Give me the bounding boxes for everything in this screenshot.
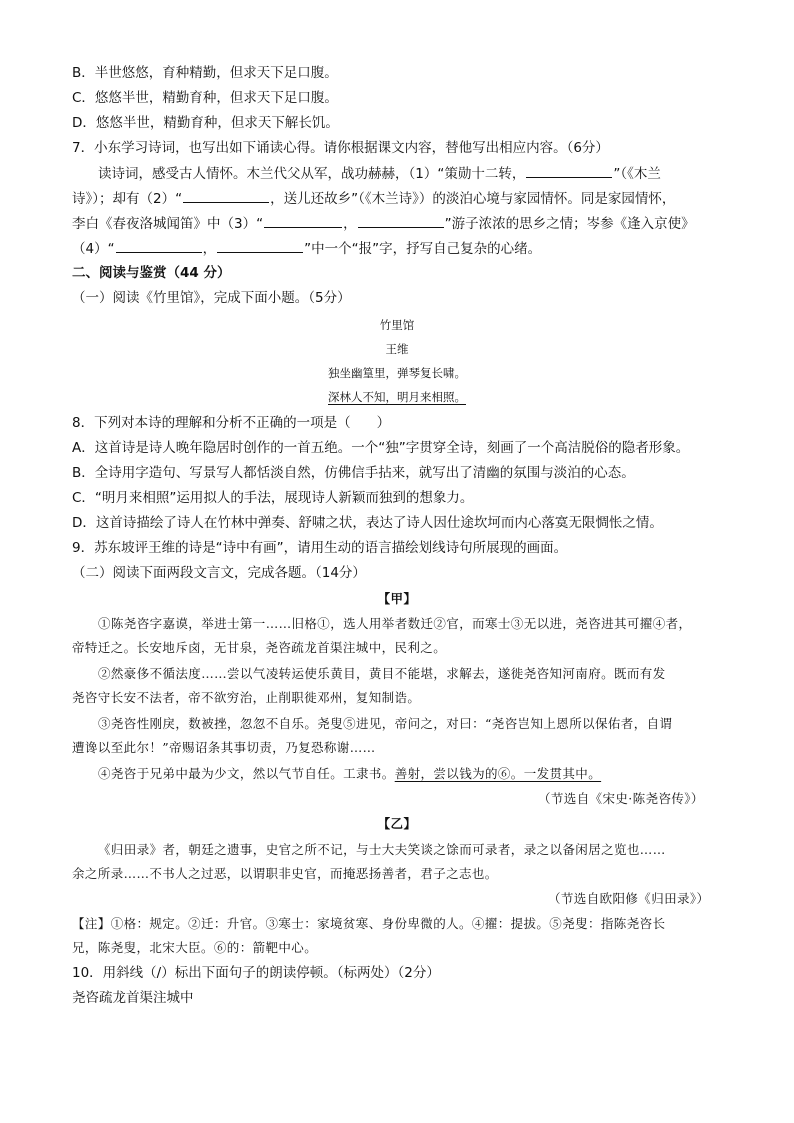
q7-line-4 bbox=[72, 238, 541, 259]
answer-blank[interactable] bbox=[526, 163, 612, 178]
notes-line-2: 兄，陈尧叟，北宋大臣。⑥的：箭靶中心。 bbox=[72, 940, 318, 955]
q7-line-3-text-a: 李白《春夜洛城闻笛》中（3）“ bbox=[72, 216, 264, 232]
q6-option-b: B．半世悠悠，育种精勤，但求天下足口腹。 bbox=[72, 65, 338, 81]
answer-blank[interactable] bbox=[264, 213, 342, 228]
q7-line-2-text-a: 诗》）；却有（2）“ bbox=[72, 191, 183, 207]
q7-line-3-text-c: ”游子浓浓的思乡之情；岑参《逢入京使》 bbox=[444, 216, 695, 232]
jia-source: （节选自《宋史·陈尧咨传》） bbox=[538, 791, 704, 806]
poem-line-1: 独坐幽篁里，弹琴复长啸。 bbox=[328, 366, 466, 380]
q7-line-1 bbox=[98, 163, 661, 184]
poem-line-2-underlined bbox=[0, 387, 794, 407]
jia-p2-line-2: 尧咨守长安不法者，帝不欲穷治，止削职徙邓州，复知制诰。 bbox=[72, 690, 421, 705]
q7-line-1-text-a: 读诗词，感受古人情怀。木兰代父从军，战功赫赫，（1）“策勋十二转， bbox=[98, 166, 526, 182]
q8-stem-text: 8．下列对本诗的理解和分析不正确的一项是（ bbox=[72, 415, 351, 431]
answer-blank[interactable] bbox=[183, 188, 269, 203]
poem-author: 王维 bbox=[385, 342, 409, 356]
q8-option-b: B．全诗用字造句、写景写人都恬淡自然，仿佛信手拈来，就写出了清幽的氛围与淡泊的心态。 bbox=[72, 465, 635, 481]
q9-stem: 9．苏东坡评王维的诗是“诗中有画”，请用生动的语言描绘划线诗句所展现的画面。 bbox=[72, 540, 568, 556]
notes-line-1: 【注】①格：规定。②迁：升官。③寒士：家境贫寒、身份卑微的人。④擢：提拔。⑤尧叟：指陈尧咨长 bbox=[72, 916, 666, 931]
answer-blank[interactable] bbox=[116, 238, 202, 253]
q8-option-a: A．这首诗是诗人晚年隐居时创作的一首五绝。一个“独”字贯穿全诗，刻画了一个高洁脱俗的隐者形象。 bbox=[72, 440, 690, 456]
q7-line-4-text-a: （4）“ bbox=[72, 241, 115, 257]
jia-p3-line-1: ③尧咨性刚戾，数被挫，忽忽不自乐。尧叟⑤进见，帝问之，对曰：“尧咨岂知上恩所以保佑者，自谓 bbox=[98, 716, 673, 731]
yi-line-2: 余之所录……不书人之过恶，以谓职非史官，而掩恶扬善者，君子之志也。 bbox=[72, 866, 498, 881]
q7-line-4-text-c: ”中一个“报”字，抒写自己复杂的心绪。 bbox=[304, 241, 542, 257]
q6-option-d: D．悠悠半世，精勤育种，但求天下解长饥。 bbox=[72, 115, 339, 131]
q7-line-3-text-b: ， bbox=[343, 216, 357, 232]
yi-line-1: 《归田录》者，朝廷之遗事，史官之所不记，与士大夫笑谈之馀而可录者，录之以备闲居之览也…… bbox=[98, 842, 666, 857]
jia-p2-line-1: ②然豪侈不循法度……尝以气凌转运使乐黄目，黄目不能堪，求解去，遂徙尧咨知河南府。既而有发 bbox=[98, 666, 666, 681]
jia-p4-underlined: 善射，尝以钱为的⑥。一发贯其中。 bbox=[394, 766, 602, 781]
jia-p1-line-1: ①陈尧咨字嘉谟，举进士第一……旧格①，选人用举者数迁②官，而寒士③无以进，尧咨进其可擢④者， bbox=[98, 616, 692, 631]
q7-stem: 7．小东学习诗词，也写出如下诵读心得。请你根据课文内容，替他写出相应内容。（6分） bbox=[72, 140, 609, 156]
jia-p4-text: ④尧咨于兄弟中最为少文，然以气节自任。工隶书。 bbox=[98, 766, 395, 781]
part-1-intro: （一）阅读《竹里馆》，完成下面小题。（5分） bbox=[72, 290, 351, 306]
q7-line-2 bbox=[72, 188, 675, 209]
q7-line-3 bbox=[72, 213, 695, 234]
q7-line-1-text-b: ”（《木兰 bbox=[613, 166, 661, 182]
jia-p4 bbox=[98, 764, 601, 784]
q8-option-c: C．“明月来相照”运用拟人的手法，展现诗人新颖而独到的想象力。 bbox=[72, 490, 474, 506]
poem-line-2-text: 深林人不知，明月来相照。 bbox=[328, 390, 466, 404]
passage-yi-title: 【乙】 bbox=[377, 816, 417, 831]
q8-option-d: D．这首诗描绘了诗人在竹林中弹奏、舒啸之状，表达了诗人因仕途坎坷而内心落寞无限惆怅之情。 bbox=[72, 515, 663, 531]
answer-blank[interactable] bbox=[358, 213, 444, 228]
q8-stem bbox=[72, 413, 390, 433]
part-2-intro: （二）阅读下面两段文言文，完成各题。（14分） bbox=[72, 565, 366, 581]
q10-sentence[interactable]: 尧咨疏龙首渠注城中 bbox=[72, 990, 194, 1006]
q7-line-2-text-b: ，送儿还故乡”（《木兰诗》）的淡泊心境与家园情怀。同是家园情怀， bbox=[270, 191, 676, 207]
yi-source: （节选自欧阳修《归田录》） bbox=[548, 891, 710, 906]
answer-blank[interactable] bbox=[217, 238, 303, 253]
q10-stem: 10．用斜线（/）标出下面句子的朗读停顿。（标两处）（2分） bbox=[72, 965, 440, 981]
passage-jia-title: 【甲】 bbox=[377, 591, 417, 606]
jia-p3-line-2: 遭谗以至此尔！”帝赐诏条其事切责，乃复恐称谢…… bbox=[72, 740, 376, 755]
q8-stem-end: ） bbox=[376, 415, 391, 431]
jia-p1-line-2: 帝特迁之。长安地斥卤，无甘泉，尧咨疏龙首渠注城中，民利之。 bbox=[72, 640, 447, 655]
q7-line-4-text-b: ， bbox=[202, 241, 217, 257]
poem-title: 竹里馆 bbox=[379, 318, 415, 332]
section-2-heading: 二、阅读与鉴赏（44 分） bbox=[72, 265, 231, 281]
q6-option-c: C．悠悠半世，精勤育种，但求天下足口腹。 bbox=[72, 90, 338, 106]
